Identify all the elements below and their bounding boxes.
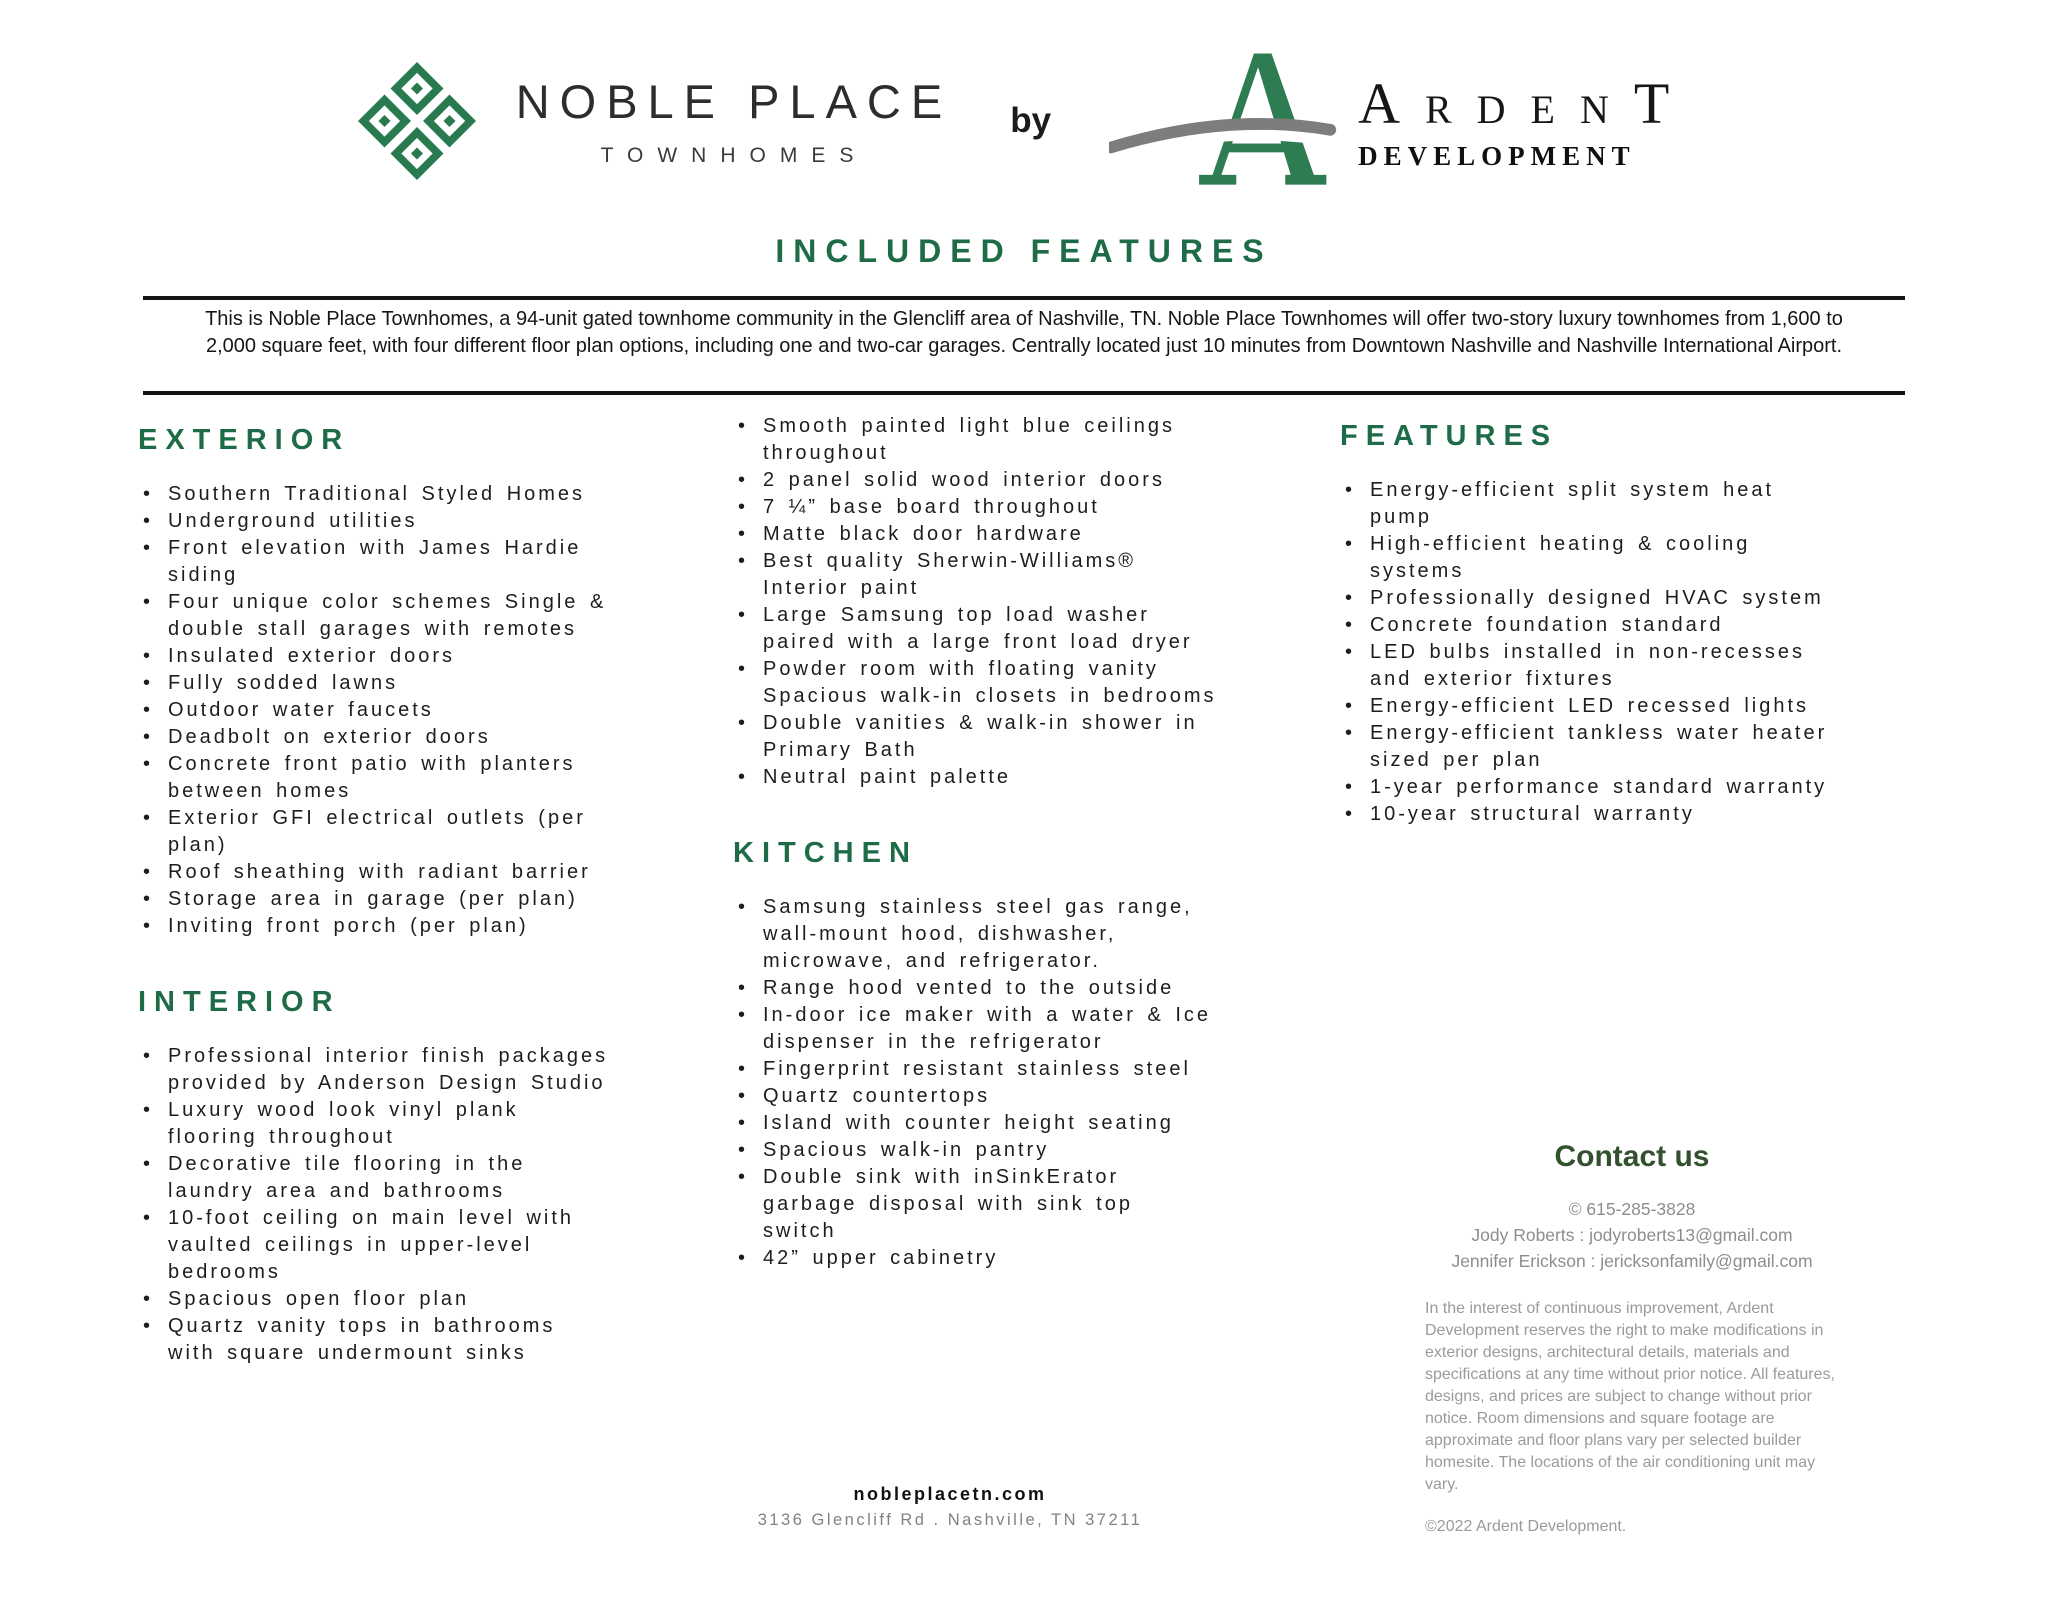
list-item: • Quartz countertops xyxy=(733,1083,1217,1110)
list-item: • 2 panel solid wood interior doors xyxy=(733,467,1217,494)
list-item: • Storage area in garage (per plan) xyxy=(138,886,610,913)
by-label: by xyxy=(1010,101,1052,140)
list-item: • Best quality Sherwin-Williams® Interior paint xyxy=(733,548,1217,602)
list-item: • Powder room with floating vanity Spacious walk-in closets in bedrooms xyxy=(733,656,1217,710)
ardent-name-first: A xyxy=(1358,71,1425,136)
list-item: • Matte black door hardware xyxy=(733,521,1217,548)
footer xyxy=(430,1484,1470,1530)
list-item: • Insulated exterior doors xyxy=(138,643,610,670)
column-left xyxy=(138,424,610,1367)
noble-place-brand xyxy=(354,58,953,184)
exterior-list xyxy=(138,481,610,940)
list-item: • In-door ice maker with a water & Ice dispenser in the refrigerator xyxy=(733,1002,1217,1056)
list-item: • Island with counter height seating xyxy=(733,1110,1217,1137)
column-right xyxy=(1340,420,1845,828)
list-item: • Quartz vanity tops in bathrooms with square undermount sinks xyxy=(138,1313,610,1367)
list-item: • Underground utilities xyxy=(138,508,610,535)
list-item: • Neutral paint palette xyxy=(733,764,1217,791)
list-item: • Samsung stainless steel gas range, wall-mount hood, dishwasher, microwave, and refrigerator. xyxy=(733,894,1217,975)
list-item: • Outdoor water faucets xyxy=(138,697,610,724)
contact-email-2: Jennifer Erickson : jericksonfamily@gmail.com xyxy=(1451,1251,1813,1271)
column-middle xyxy=(733,413,1217,1272)
page-title: INCLUDED FEATURES xyxy=(775,233,1273,269)
list-item: • Fingerprint resistant stainless steel xyxy=(733,1056,1217,1083)
list-item: • Professionally designed HVAC system xyxy=(1340,585,1845,612)
footer-address: 3136 Glencliff Rd . Nashville, TN 37211 xyxy=(757,1511,1143,1529)
brand-name: NOBLE PLACE xyxy=(515,75,953,128)
contact-email-1: Jody Roberts : jodyroberts13@gmail.com xyxy=(1471,1225,1793,1245)
contact-block xyxy=(1425,1140,1839,1536)
list-item: • Smooth painted light blue ceilings throughout xyxy=(733,413,1217,467)
list-item: • Professional interior finish packages provided by Anderson Design Studio xyxy=(138,1043,610,1097)
features-list xyxy=(1340,477,1845,828)
ardent-name xyxy=(1358,70,1694,137)
footer-website: nobleplacetn.com xyxy=(853,1484,1047,1504)
list-item: • Double sink with inSinkErator garbage disposal with sink top switch xyxy=(733,1164,1217,1245)
list-item: • Double vanities & walk-in shower in Primary Bath xyxy=(733,710,1217,764)
list-item: • Front elevation with James Hardie siding xyxy=(138,535,610,589)
header xyxy=(0,46,2048,196)
brand-subtitle: TOWNHOMES xyxy=(600,144,868,167)
list-item: • 10-foot ceiling on main level with vaulted ceilings in upper-level bedrooms xyxy=(138,1205,610,1286)
noble-place-wordmark xyxy=(516,74,953,168)
list-item: • Spacious walk-in pantry xyxy=(733,1137,1217,1164)
ardent-brand xyxy=(1109,46,1694,196)
list-item: • High-efficient heating & cooling systems xyxy=(1340,531,1845,585)
list-item: • 42” upper cabinetry xyxy=(733,1245,1217,1272)
divider-bottom xyxy=(143,391,1905,395)
interior-list xyxy=(138,1043,610,1367)
list-item: • Fully sodded lawns xyxy=(138,670,610,697)
list-item: • Luxury wood look vinyl plank flooring throughout xyxy=(138,1097,610,1151)
list-item: • LED bulbs installed in non-recesses and exterior fixtures xyxy=(1340,639,1845,693)
list-item: • Inviting front porch (per plan) xyxy=(138,913,610,940)
ardent-name-mid: RDEN xyxy=(1424,87,1634,132)
list-item: • Energy-efficient tankless water heater sized per plan xyxy=(1340,720,1845,774)
list-item: • Roof sheathing with radiant barrier xyxy=(138,859,610,886)
list-item: • Range hood vented to the outside xyxy=(733,975,1217,1002)
divider-top xyxy=(143,296,1905,300)
section-heading-kitchen: KITCHEN xyxy=(733,837,918,869)
list-item: • Large Samsung top load washer paired with a large front load dryer xyxy=(733,602,1217,656)
list-item: • 1-year performance standard warranty xyxy=(1340,774,1845,801)
interior-continued-list xyxy=(733,413,1217,791)
ardent-name-last: T xyxy=(1633,71,1695,136)
list-item: • 10-year structural warranty xyxy=(1340,801,1845,828)
section-heading-interior: INTERIOR xyxy=(138,986,341,1018)
list-item: • Southern Traditional Styled Homes xyxy=(138,481,610,508)
list-item: • Energy-efficient split system heat pump xyxy=(1340,477,1845,531)
noble-diamond-logo-icon xyxy=(354,58,480,184)
list-item: • Deadbolt on exterior doors xyxy=(138,724,610,751)
copyright-text: ©2022 Ardent Development. xyxy=(1425,1518,1627,1535)
contact-phone: © 615-285-3828 xyxy=(1568,1199,1696,1219)
kitchen-list xyxy=(733,894,1217,1272)
list-item: • 7 ¼” base board throughout xyxy=(733,494,1217,521)
list-item: • Four unique color schemes Single & double stall garages with remotes xyxy=(138,589,610,643)
list-item: • Energy-efficient LED recessed lights xyxy=(1340,693,1845,720)
ardent-a-logo-icon xyxy=(1109,46,1344,196)
list-item: • Concrete front patio with planters between homes xyxy=(138,751,610,805)
ardent-wordmark xyxy=(1358,70,1694,172)
ardent-subtitle: DEVELOPMENT xyxy=(1358,141,1636,171)
list-item: • Exterior GFI electrical outlets (per plan) xyxy=(138,805,610,859)
list-item: • Concrete foundation standard xyxy=(1340,612,1845,639)
contact-heading: Contact us xyxy=(1554,1140,1710,1173)
section-heading-features: FEATURES xyxy=(1340,420,1559,452)
disclaimer-text: In the interest of continuous improvement, Ardent Development reserves the right to make modifications in exterior designs, architectural details, materials and specifications at any time without prior notice. All features, designs, and prices are subject to change without prior notice. Room dimensions and square footage are approximate and floor plans vary per selected builder homesite. The locations of the air conditioning unit may vary. xyxy=(1425,1300,1835,1493)
list-item: • Spacious open floor plan xyxy=(138,1286,610,1313)
intro-paragraph: This is Noble Place Townhomes, a 94-unit gated townhome community in the Glencliff area of Nashville, TN. Noble Place Townhomes will offer two-story luxury townhomes from 1,600 to 2,000 square feet, with four different floor plan options, including one and two-car garages. Centrally located just 10 minutes from Downtown Nashville and Nashville International Airport. xyxy=(205,308,1843,357)
section-heading-exterior: EXTERIOR xyxy=(138,424,351,456)
list-item: • Decorative tile flooring in the laundry area and bathrooms xyxy=(138,1151,610,1205)
